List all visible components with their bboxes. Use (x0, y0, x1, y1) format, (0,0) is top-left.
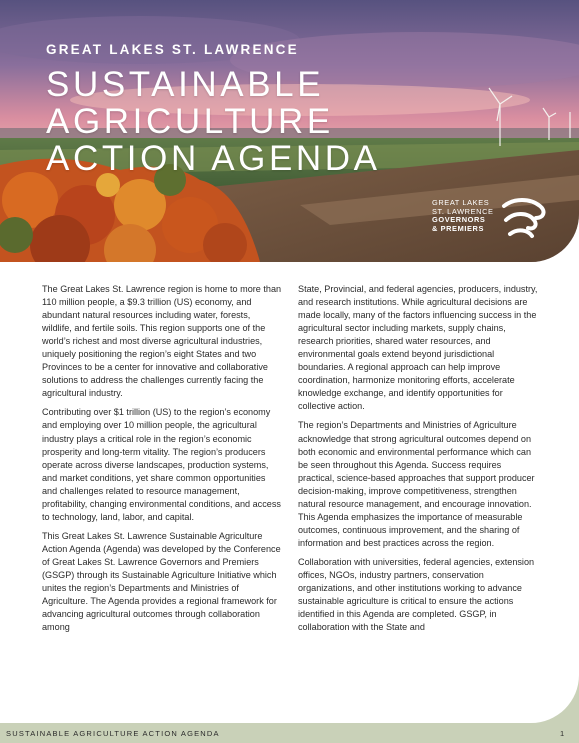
paragraph: The Great Lakes St. Lawrence region is home to more than 110 million people, a $9.3 trillion (US) economy, and abundant natural resources including water, forests, wildlife, and fertile soils. This region supports one of the world’s richest and most diverse agricultural industries, uniquely positioning the region’s eight States and two Provinces to be a center for innovative and collaborative solutions to address the challenges currently facing the agricultural industry. (42, 284, 282, 399)
paragraph: The region’s Departments and Ministries of Agriculture acknowledge that strong agricultural outcomes depend on both economic and environmental performance which can be seen throughout this Agenda. Success requires practical, science-based approaches that support producer decision-making, improve competitiveness, strengthen natural resource management, and encourage innovation. This Agenda emphasizes the importance of measurable outcomes, continuous improvement, and the sharing of information and best practices across the region. (298, 420, 535, 548)
hero-banner (0, 0, 579, 262)
title-line-3: ACTION AGENDA (46, 139, 381, 178)
logo-line-1: GREAT LAKES (432, 198, 490, 207)
title-line-2: AGRICULTURE (46, 102, 334, 141)
paragraph: Collaboration with universities, federal agencies, extension offices, NGOs, industry partners, conservation organizations, and other institutions working to advance sustainable agriculture is critical to ensure the actions identified in this Agenda are completed. GSGP, in collaboration with the State and (298, 556, 535, 633)
paragraph: This Great Lakes St. Lawrence Sustainable Agriculture Action Agenda (Agenda) was developed by the Conference of Great Lakes St. Lawrence Governors and Premiers (GSGP) through its Sustainable Agriculture Initiative which unites the region’s Departments and Ministries of Agriculture. The Agenda provides a regional framework for advancing agricultural outcomes through collaboration among (42, 530, 281, 633)
page-number: 1 (560, 729, 565, 738)
paragraph: State, Provincial, and federal agencies, producers, industry, and research institutions. While agricultural decisions are made locally, many of the factors influencing success in the agricultural sector including markets, supply chains, research priorities, shared water resources, and environmental goals extend beyond jurisdictional boundaries. A regional approach can help improve coordination, harmonize monitoring efforts, accelerate knowledge exchange, and identify opportunities for collective action. (298, 284, 538, 412)
logo-line-3: GOVERNORS (432, 215, 486, 225)
page-title (46, 66, 381, 177)
logo-line-2: ST. LAWRENCE (432, 206, 494, 216)
body-column-right (298, 283, 538, 640)
waves-swirl-icon (500, 196, 552, 242)
title-line-1: SUSTAINABLE (46, 65, 325, 104)
header-kicker: GREAT LAKES ST. LAWRENCE (46, 42, 299, 57)
logo-line-4: & PREMIERS (432, 223, 484, 233)
gsgp-logo-text (432, 199, 494, 233)
footer-title: SUSTAINABLE AGRICULTURE ACTION AGENDA (6, 729, 220, 738)
paragraph: Contributing over $1 trillion (US) to the region’s economy and employing over 10 million people, the agricultural industry plays a critical role in the region’s economic prosperity and long-term vitality. The region’s producers operate across diverse landscapes, production systems, and market conditions, yet share common opportunities and challenges related to resource management, profitability, changing environmental conditions, and access to technology, land, labor, and capital. (42, 407, 281, 522)
body-column-left (42, 283, 282, 640)
